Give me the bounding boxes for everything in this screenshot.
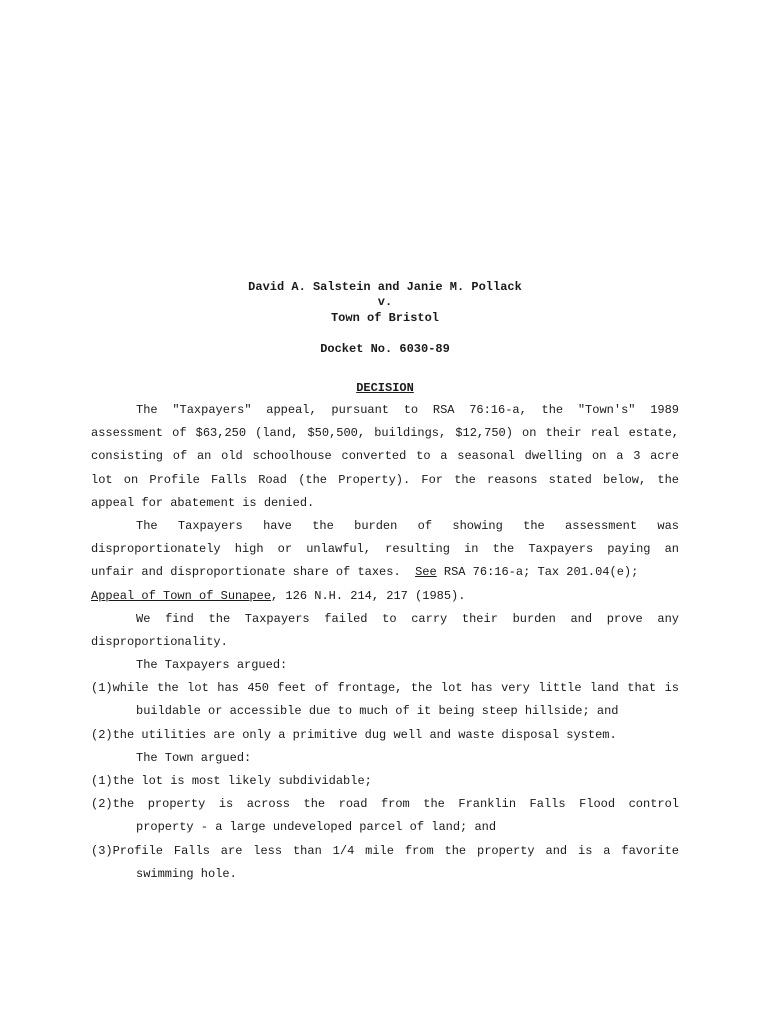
p1-line-4: lot on Profile Falls Road (the Property). For the reasons stated below, the <box>91 472 679 487</box>
town-item-3-line-1: (3)Profile Falls are less than 1/4 mile from the property and is a favorite <box>91 843 679 858</box>
taxpayers-item-1-line-2: buildable or accessible due to much of it being steep hillside; and <box>136 704 619 719</box>
p3-line-2: disproportionality. <box>91 634 228 649</box>
taxpayers-args-intro: The Taxpayers argued: <box>136 658 288 673</box>
p2-line-3-a: unfair and disproportionate share of taxes. <box>91 565 416 580</box>
town-item-2-line-2: property - a large undeveloped parcel of land; and <box>136 820 497 835</box>
town-args-intro: The Town argued: <box>136 750 252 765</box>
parties-line-1: David A. Salstein and Janie M. Pollack <box>248 280 522 294</box>
see-citation-signal: See <box>415 565 437 580</box>
town-item-2-line-1: (2)the property is across the road from the Franklin Falls Flood control <box>91 797 679 812</box>
town-item-3-line-2: swimming hole. <box>136 866 237 881</box>
p2-line-3-b: RSA 76:16-a; Tax 201.04(e); <box>436 565 639 580</box>
decision-heading-text: DECISION <box>356 381 414 395</box>
parties-line-2: Town of Bristol <box>330 311 440 325</box>
p3-line-1: We find the Taxpayers failed to carry their burden and prove any <box>136 611 679 626</box>
p2-line-3 <box>91 561 679 584</box>
p1-line-2: assessment of $63,250 (land, $50,500, buildings, $12,750) on their real estate, <box>91 426 679 441</box>
p1-line-5: appeal for abatement is denied. <box>91 495 315 510</box>
docket-number: Docket No. 6030-89 <box>320 342 450 356</box>
p2-line-1: The Taxpayers have the burden of showing the assessment was <box>136 518 679 533</box>
p2-line-2: disproportionately high or unlawful, resulting in the Taxpayers paying an <box>91 542 679 557</box>
p2-line-4 <box>91 585 679 608</box>
p1-line-1: The "Taxpayers" appeal, pursuant to RSA 76:16-a, the "Town's" 1989 <box>136 403 679 417</box>
taxpayers-item-1-line-1: (1)while the lot has 450 feet of frontage, the lot has very little land that is <box>91 681 679 696</box>
decision-heading <box>0 381 770 396</box>
taxpayers-item-2-line-1: (2)the utilities are only a primitive dug well and waste disposal system. <box>91 727 617 742</box>
case-citation-name: Appeal of Town of Sunapee <box>91 588 272 603</box>
town-item-1-line-1: (1)the lot is most likely subdividable; <box>91 774 372 788</box>
p1-line-3: consisting of an old schoolhouse converted to a seasonal dwelling on a 3 acre <box>91 449 679 464</box>
p2-line-4-b: , 126 N.H. 214, 217 (1985). <box>271 588 466 603</box>
decision-body <box>91 399 679 886</box>
versus-line: v. <box>377 295 393 309</box>
